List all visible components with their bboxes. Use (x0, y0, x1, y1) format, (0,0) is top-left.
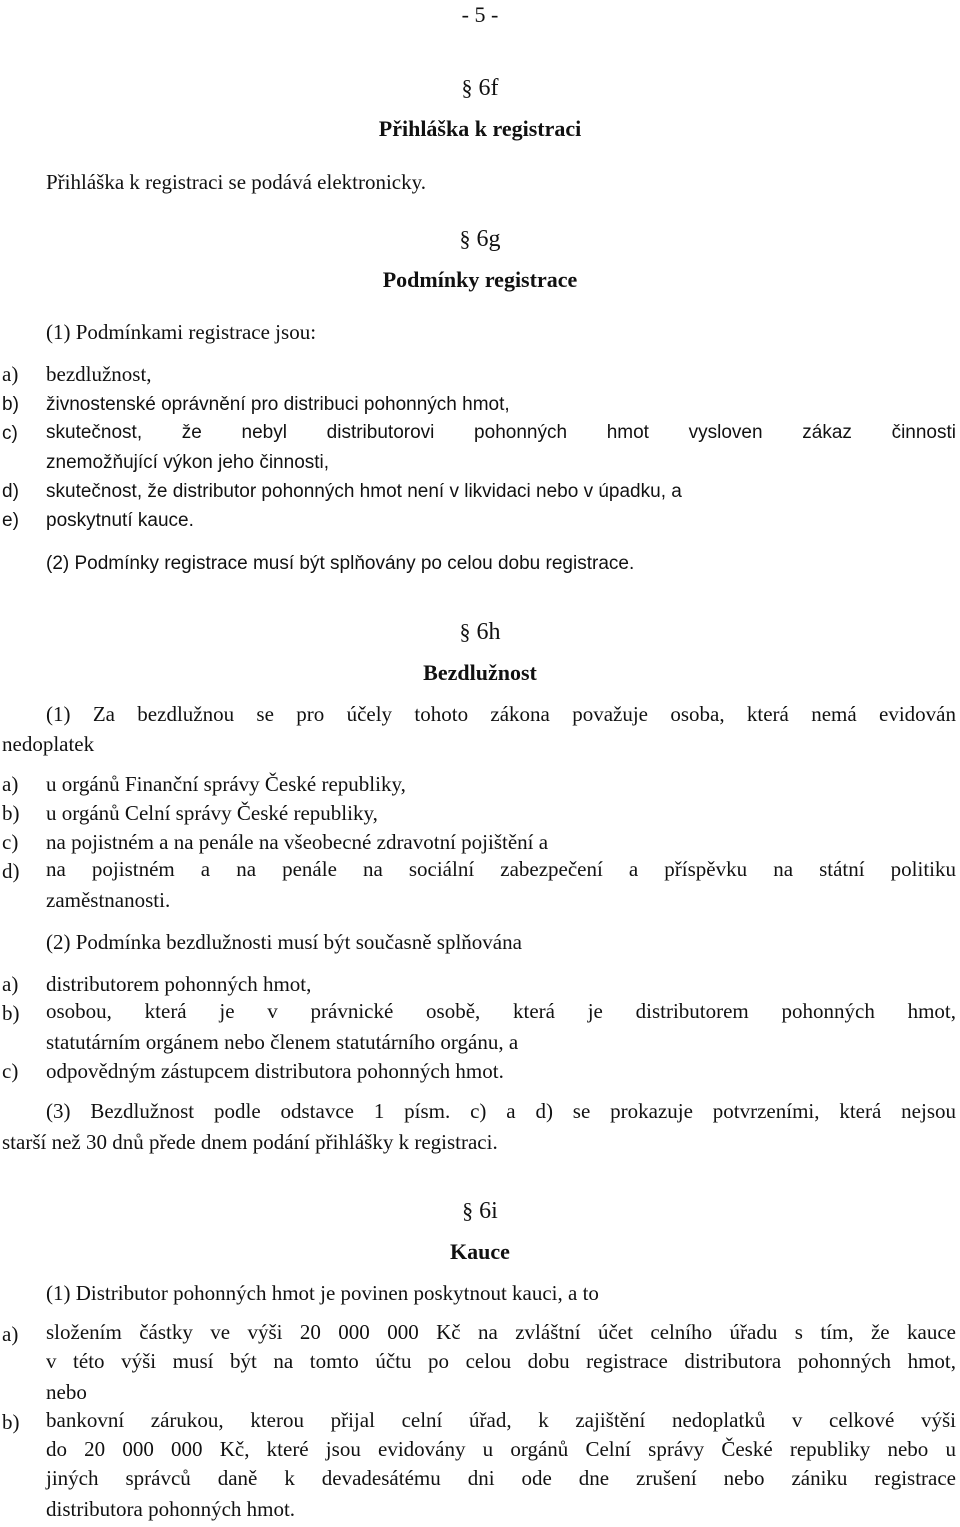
section-title: Přihláška k registraci (378, 116, 582, 141)
paragraph: (2) Podmínka bezdlužnosti musí být současně splňována (46, 930, 522, 954)
paragraph: Přihláška k registraci se podává elektronicky. (46, 170, 427, 194)
list-item-line: složením částky ve výši 20 000 000 Kč na zvláštní účet celního úřadu s tím, že kauce (46, 1320, 956, 1344)
section-number: 6f (478, 75, 499, 101)
paragraph: (1) Distributor pohonných hmot je povinen poskytnout kauci, a to (46, 1281, 599, 1305)
section-title: Podmínky registrace (382, 267, 578, 292)
list-item-line: skutečnost, že nebyl distributorovi pohonných hmot vysloven zákaz činnosti (46, 422, 956, 443)
list-marker: c) (2, 830, 19, 854)
list-item: distributorem pohonných hmot, (46, 972, 312, 996)
list-item: u orgánů Finanční správy České republiky, (46, 772, 406, 796)
list-item-line: nebo (46, 1380, 87, 1404)
page-number: - 5 - (461, 2, 499, 27)
list-marker: a) (2, 772, 19, 796)
list-marker: b) (2, 394, 19, 415)
list-item-line: statutárním orgánem nebo členem statutárního orgánu, a (46, 1030, 519, 1054)
list-item-line: zaměstnanosti. (46, 888, 171, 912)
section-6f-heading (0, 76, 960, 100)
section-title: Kauce (450, 1239, 510, 1264)
paragraph-line: (3) Bezdlužnost podle odstavce 1 písm. c) a d) se prokazuje potvrzeními, která nejsou (46, 1099, 956, 1123)
list-marker: d) (2, 481, 19, 502)
list-item-line: do 20 000 000 Kč, které jsou evidovány u orgánů Celní správy České republiky nebo u (46, 1437, 956, 1461)
section-number: 6h (476, 619, 501, 645)
paragraph-line: (1) Za bezdlužnou se pro účely tohoto zákona považuje osoba, která nemá evidován (46, 702, 956, 726)
list-item: skutečnost, že distributor pohonných hmot není v likvidaci nebo v úpadku, a (46, 481, 682, 502)
list-item: poskytnutí kauce. (46, 510, 194, 531)
list-marker: a) (2, 972, 19, 996)
paragraph-line: starší než 30 dnů přede dnem podání přihlášky k registraci. (2, 1130, 498, 1154)
paragraph: (1) Podmínkami registrace jsou: (46, 320, 317, 344)
section-sign: § (461, 75, 473, 100)
list-marker: b) (2, 1001, 20, 1025)
list-marker: a) (2, 1322, 19, 1346)
list-marker: a) (2, 362, 19, 386)
list-item: odpovědným zástupcem distributora pohonných hmot. (46, 1059, 504, 1083)
list-item: u orgánů Celní správy České republiky, (46, 801, 378, 825)
paragraph: (2) Podmínky registrace musí být splňovány po celou dobu registrace. (46, 553, 635, 574)
list-marker: d) (2, 859, 20, 883)
section-title: Bezdlužnost (423, 660, 537, 685)
section-sign: § (459, 619, 471, 644)
section-number: 6i (479, 1198, 498, 1224)
list-marker: b) (2, 1410, 20, 1434)
list-marker: b) (2, 801, 20, 825)
section-6i-heading (0, 1199, 960, 1223)
section-6h-heading (0, 620, 960, 644)
list-item: bezdlužnost, (46, 362, 152, 386)
list-item-line: osobou, která je v právnické osobě, která je distributorem pohonných hmot, (46, 999, 956, 1023)
list-item: živnostenské oprávnění pro distribuci pohonných hmot, (46, 394, 510, 415)
list-item-line: na pojistném a na penále na sociální zabezpečení a příspěvku na státní politiku (46, 857, 956, 881)
list-item-line: jiných správců daně k devadesátému dni ode dne zrušení nebo zániku registrace (46, 1466, 956, 1490)
list-item-line: bankovní zárukou, kterou přijal celní úřad, k zajištění nedoplatků v celkové výši (46, 1408, 956, 1432)
section-6g-heading (0, 227, 960, 251)
section-number: 6g (476, 226, 501, 252)
list-item: na pojistném a na penále na všeobecné zdravotní pojištění a (46, 830, 549, 854)
list-marker: c) (2, 1059, 19, 1083)
paragraph-line: nedoplatek (2, 732, 95, 756)
section-sign: § (462, 1198, 474, 1223)
section-sign: § (459, 226, 471, 251)
list-item-line: distributora pohonných hmot. (46, 1497, 296, 1521)
list-marker: e) (2, 510, 19, 531)
list-marker: c) (2, 423, 18, 444)
list-item-line: znemožňující výkon jeho činnosti, (46, 452, 330, 473)
list-item-line: v této výši musí být na tomto účtu po celou dobu registrace distributora pohonných hmot, (46, 1349, 956, 1373)
